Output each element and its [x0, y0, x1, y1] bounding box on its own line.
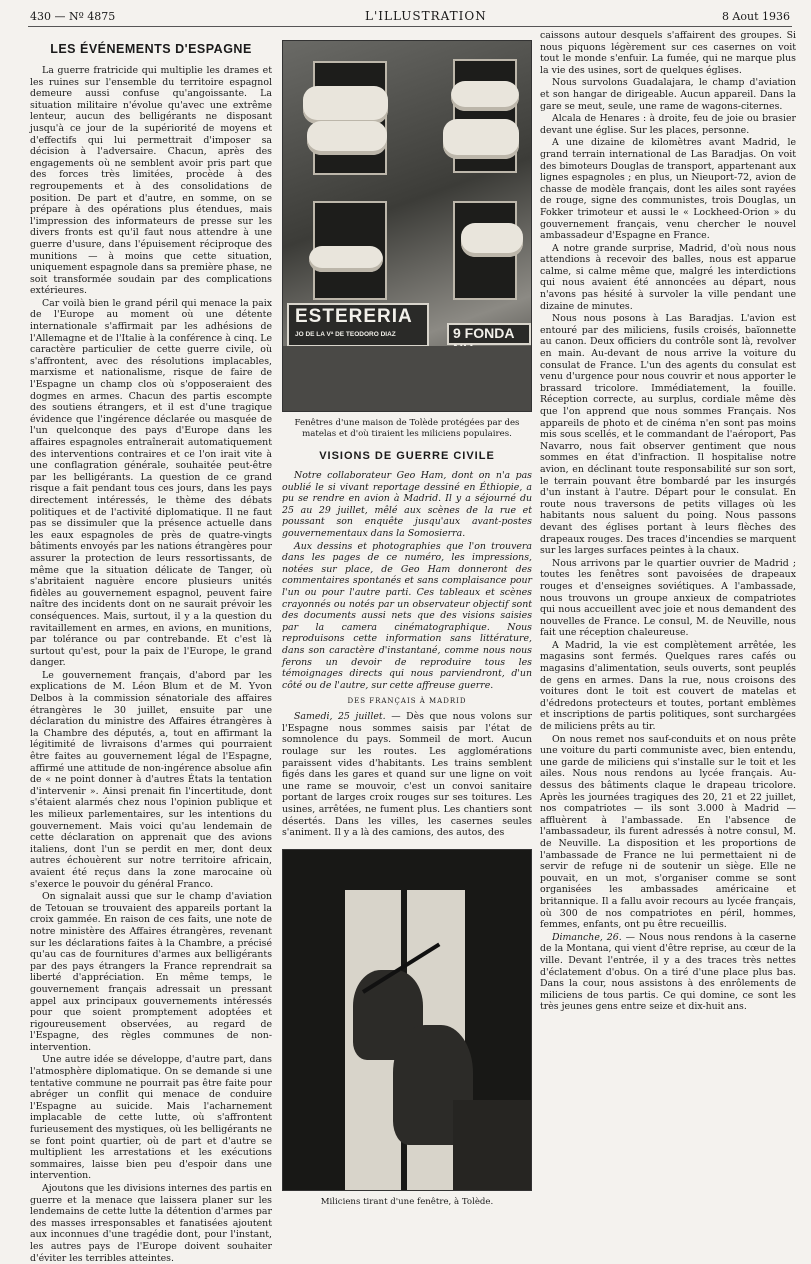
photo-toledo-windows: [282, 40, 532, 412]
paragraph: [282, 711, 532, 839]
section-title: LES ÉVÉNEMENTS D'ESPAGNE: [50, 42, 252, 56]
mattress: [451, 81, 519, 111]
paragraph: Car voilà bien le grand péril qui menace la paix de l'Europe au moment où une détente internationale s'affirmait par les adhésions de l'Allemagne et de l'Italie à la conférence à cinq. Le caractère particulier de cette guerre civile, où s'affrontent, avec des résolutions implacables, marxisme et nationalisme, risque de faire de l'Espagne un champ clos où s'opposeraient des dogmes en armes. Chacun des partis escompte des soutiens étrangers, et il est d'une tragique évidence que l'ingérence déclarée ou masquée de l'un quelconque des pays d'Europe dans les affaires espagnoles entraînerait automatiquement des interventions contraires et ce l'on irait vite à une conflagration générale, souhaitée peut-être par les belligérants. La question de ce grand risque a fait pendant tous ces jours, dans les pays directement intéressés, le thème des débats politiques et de l'activité diplomatique. Il ne faut pas se dissimuler que la présence actuelle dans les eaux espagnoles de près de quatre-vingts bâtiments envoyés par les nations étrangères pour assurer la protection de leurs ressortissants, de même que la situation délicate de Tanger, où s'abritaient naguère encore plusieurs unités fidèles au gouvernement espagnol, peuvent faire naître des incidents dont on ne saurait prévoir les conséquences. Mais, surtout, il y a la question du ravitaillement en armes, en avions, en munitions, par tolérance ou par contrebande. Et c'est là surtout qu'est, pour la paix de l'Europe, le grand danger.: [30, 297, 272, 669]
masthead: L'ILLUSTRATION: [365, 9, 487, 23]
paragraph: On signalait aussi que sur le champ d'aviation de Tetouan se trouvaient des appareils portant la croix gammée. En raison de ces faits, une note de notre ministère des Affaires étrangères, revenant sur les déclarations faites à la Chambre, a précisé qu'au cas de fournitures d'armes aux belligérants par des pays étrangers la France reprendrait sa liberté d'appréciation. En même temps, le gouvernement français adressait un pressant appel aux principaux gouvernements intéressés pour que soient promptement adoptées et rigoureusement observées, au regard de l'Espagne, des règles communes de non-intervention.: [30, 891, 272, 1053]
mattress: [461, 223, 523, 257]
paragraph: A une dizaine de kilomètres avant Madrid, le grand terrain international de Las Baradjas. On voit des bimoteurs Douglas de transport, appartenant aux lignes espagnoles ; en plus, un Nieuport-72, avion de chasse de modèle français, dont les ailes sont rayées de rouge, signe des communistes, trois Douglas, un Fokker trimoteur et aussi le « Lockheed-Orion » du gouvernement français, venu chercher le nouvel ambassadeur d'Espagne en France.: [540, 137, 796, 242]
shop-sign: [287, 303, 429, 347]
paragraph: La guerre fratricide qui multiplie les drames et les ruines sur l'ensemble du territoire espagnol demeure aussi confuse qu'angoissante. La situation militaire n'évolue qu'avec une extrême lenteur, aucun des belligérants ne disposant jusqu'à ce jour de la supériorité de moyens et d'effectifs qui lui permettrait d'imposer sa décision à l'adversaire. Chacun, après des engagements où ne semblent avoir pris part que des forces très limitées, procède à des regroupements et à des consolidations de position. De part et d'autre, en somme, on se prépare à des opérations plus étendues, mais l'impression des informateurs de presse sur les divers fronts est qu'il faut nous attendre à une guerre d'usure, dans l'épuisement réciproque des munitions — à moins que cette situation, uniquement espagnole dans sa première phase, ne soit transformée soudain par des complications extérieures.: [30, 65, 272, 297]
paragraph: Nous nous posons à Las Baradjas. L'avion est entouré par des miliciens, fusils croisés, baïonnette au canon. Deux officiers du contrôle sont là, revolver en main. Au-devant de nous arrive la voiture du consulat de France. L'un des agents du consulat est venu d'urgence pour nous couvrir et nous apporter le brassard tricolore. Immédiatement, la fouille. Réception correcte, au surplus, cordiale même dès que l'on apprend que nous sommes Français. Nos appareils de photo et de cinéma n'en sont pas moins mis sous scellés, et le commandant de l'aéroport, Pas Navarro, nous fait observer gentiment que nous sommes en état d'infraction. Il hospitalise notre avion, en déclinant toute responsabilité sur son sort, le terrain pouvant être bombardé par les insurgés d'un instant à l'autre. Départ pour le consulat. En route nous traversons de petits villages où les habitants nous saluent du poing. Nous passons devant des églises portant à leurs flèches des drapeaux rouges. Des traces d'incendies se marquent sur les larges surfaces peintes à la chaux.: [540, 313, 796, 557]
shop-sign-subtext: JO DE LA Vª DE TEODORO DIAZ: [295, 331, 396, 338]
header-rule: [28, 26, 792, 27]
paragraph-text: — Nous nous rendons à la caserne de la Montana, qui vient d'être reprise, au cœur de la ville. Devant l'entrée, il y a des traces très nettes d'éclatement d'obus. On a tiré d'une place plus bas. Dans la cour, nous assistons à des enrôlements de miliciens de tous partis. Ce qui domine, ce sont les très jeunes gens entre seize et dix-huit ans.: [540, 931, 796, 1013]
page-number: 430 — Nº 4875: [30, 10, 116, 23]
photo-militiamen: [282, 849, 532, 1191]
fonda-sign: 9 FONDA: [447, 323, 531, 345]
column-events: [30, 40, 272, 1264]
intro-paragraph: Notre collaborateur Geo Ham, dont on n'a pas oublié le si vivant reportage dessiné en Éthiopie, a pu se rendre en avion à Madrid. Il y a séjourné du 25 au 29 juillet, mêlé aux scènes de la rue et poussant son enquête jusqu'aux avant-postes gouvernementaux dans la Somosierra.: [282, 470, 532, 539]
paragraph: A notre grande surprise, Madrid, d'où nous nous attendions à recevoir des balles, nous est apparue calme, si calme même que, malgré les interdictions qui nous avaient été annoncées au départ, nous n'avons pas hésité à survoler la ville pendant une dizaine de minutes.: [540, 242, 796, 312]
paragraph: Nous arrivons par le quartier ouvrier de Madrid ; toutes les fenêtres sont pavoisées de drapeaux rouges et d'enseignes soviétiques. A l'ambassade, nous trouvons un groupe anxieux de compatriotes qui nous accueillent avec joie et nous demandent des nouvelles de France. Le consul, M. de Neuville, nous fait une réception chaleureuse.: [540, 557, 796, 639]
paragraph-text: — Dès que nous volons sur l'Espagne nous sommes saisis par l'état de somnolence du pays. Sommeil de mort. Aucun roulage sur les routes. Les agglomérations paraissent vides d'habitants. Les trains semblent figés dans les gares et quand sur une ligne on voit une rame se mouvoir, c'est un convoi sanitaire portant de larges croix rouges sur ses toitures. Les usines, arrêtées, ne fument plus. Les chantiers sont désertés. Dans les villes, les casernes seules s'animent. Il y a là des camions, des autos, des: [282, 711, 533, 839]
dateline: Samedi, 25 juillet.: [294, 711, 386, 723]
column-visions: [282, 40, 532, 1205]
mattress: [443, 119, 519, 159]
paragraph: A Madrid, la vie est complètement arrêtée, les magasins sont fermés. Quelques rares cafés ou magasins d'alimentation, seuls ouverts, sont peuplés de gens en armes. Dans la rue, nous croisons des voitures dont le toit est couvert de matelas et d'édredons protecteurs et toutes, portant emblèmes et inscriptions de partis politiques, sont surchargées de miliciens prêts au tir.: [540, 639, 796, 733]
paragraph: On nous remet nos sauf-conduits et on nous prête une voiture du parti communiste avec, bien entendu, une garde de miliciens qui s'installe sur le toit et les ailes. Nous nous rendons au lycée français. Au-dessus des bâtiments claque le drapeau tricolore. Après les journées tragiques des 20, 21 et 22 juillet, nos compatriotes — ils sont 3.000 à Madrid — affluèrent à l'ambassade. En l'absence de l'ambassadeur, ils furent adressés à notre consul, M. de Neuville. La disposition et les proportions de l'ambassade de France ne lui permettaient ni de servir de refuge ni de soutenir un siège. Elle ne pouvait, en un mot, s'organiser comme se sont organisées les ambassades américaine et britannique. Il a fallu avoir recours au lycée français, où 300 de nos compatriotes en péril, hommes, femmes, enfants, ont pu être recueillis.: [540, 733, 796, 931]
photo-caption: Miliciens tirant d'une fenêtre, à Tolède.: [320, 1196, 494, 1207]
column-continued: [540, 30, 796, 1205]
mattress: [309, 246, 383, 272]
paragraph: caissons autour desquels s'affairent des groupes. Si nous piquons légèrement sur ces casernes on voit tout le monde s'enfuir. La fumée, qui ne marque plus la vie des usines, sort de quelques églises.: [540, 30, 796, 76]
paragraph: Ajoutons que les divisions internes des partis en guerre et la menace que laissera planer sur les lendemains de cette lutte la détention d'armes par des masses irresponsables et fanatisées ajoutent aux inconnues d'une tragédie dont, pour l'instant, les autres pays de l'Europe doivent souhaiter d'éviter les terribles atteintes.: [30, 1183, 272, 1264]
floor-shadow: [453, 1100, 531, 1190]
paragraph: Le gouvernement français, d'abord par les explications de M. Léon Blum et de M. Yvon Delbos à la commission sénatoriale des affaires étrangères le 30 juillet, ensuite par une déclaration du ministre des Affaires étrangères à la Chambre des députés, a, tout en affirmant la légitimité de livraisons d'armes qui pourraient être faites au gouvernement légal de l'Espagne, affirmé une attitude de non-ingérence absolue afin de « ne point donner à d'autres États la tentation d'intervenir ». Ainsi prenait fin l'incertitude, dont s'étaient alarmés chez nous l'opinion publique et les milieux parlementaires, sur les intentions du gouvernement. Mais voici qu'au lendemain de cette déclaration on apprenait que des avions italiens, dont l'un se perdit en mer, dont deux autres échouèrent sur notre territoire africain, avaient été reçus dans la zone marocaine où s'exerce le pouvoir du général Franco.: [30, 669, 272, 890]
paragraph: Alcala de Henares : à droite, feu de joie ou brasier devant une église. Sur les places, personne.: [540, 113, 796, 136]
article-title: VISIONS DE GUERRE CIVILE: [319, 450, 495, 462]
page-header: [30, 8, 790, 28]
subheading: DES FRANÇAIS À MADRID: [347, 697, 467, 706]
shop-sign-text: ESTERERIA: [295, 306, 413, 327]
street-level: [283, 346, 531, 411]
photo-caption: Fenêtres d'une maison de Tolède protégées par des matelas et d'où tiraient les miliciens populaires.: [294, 418, 520, 439]
mattress: [307, 121, 387, 155]
issue-date: 8 Aout 1936: [721, 10, 790, 23]
paragraph: Une autre idée se développe, d'autre part, dans l'atmosphère diplomatique. On se demande si une tentative commune ne pourrait pas être faite pour abréger un conflit qui menace de conduire l'Espagne au suicide. Mais l'acharnement implacable de cette lutte, où s'affrontent furieusement des mystiques, où les belligérants ne se font point quartier, où de part et d'autre se multiplient les arrestations et les exécutions sommaires, laisse bien peu d'espoir dans une intervention.: [30, 1054, 272, 1182]
intro-paragraph: Aux dessins et photographies que l'on trouvera dans les pages de ce numéro, les impressions, notées sur place, de Geo Ham donneront des commentaires spontanés et sans complaisance pour l'un ou pour l'autre parti. Ces tableaux et scènes crayonnés ou notés par un observateur objectif sont des documents aussi nets que des visions saisies par la camera cinématographique. Nous reproduisons cette information sans littérature, dans son caractère d'instantané, comme nous nous ferons un devoir de reproduire tous les témoignages directs qui nous parviendront, d'un côté ou de l'autre, sur cette affreuse guerre.: [282, 540, 532, 691]
dateline: Dimanche, 26.: [552, 931, 622, 943]
paragraph: [540, 932, 796, 1013]
paragraph: Nous survolons Guadalajara, le champ d'aviation et son hangar de dirigeable. Aucun appareil. Dans la gare se meut, seule, une rame de wagons-citernes.: [540, 77, 796, 112]
mattress: [303, 86, 388, 124]
